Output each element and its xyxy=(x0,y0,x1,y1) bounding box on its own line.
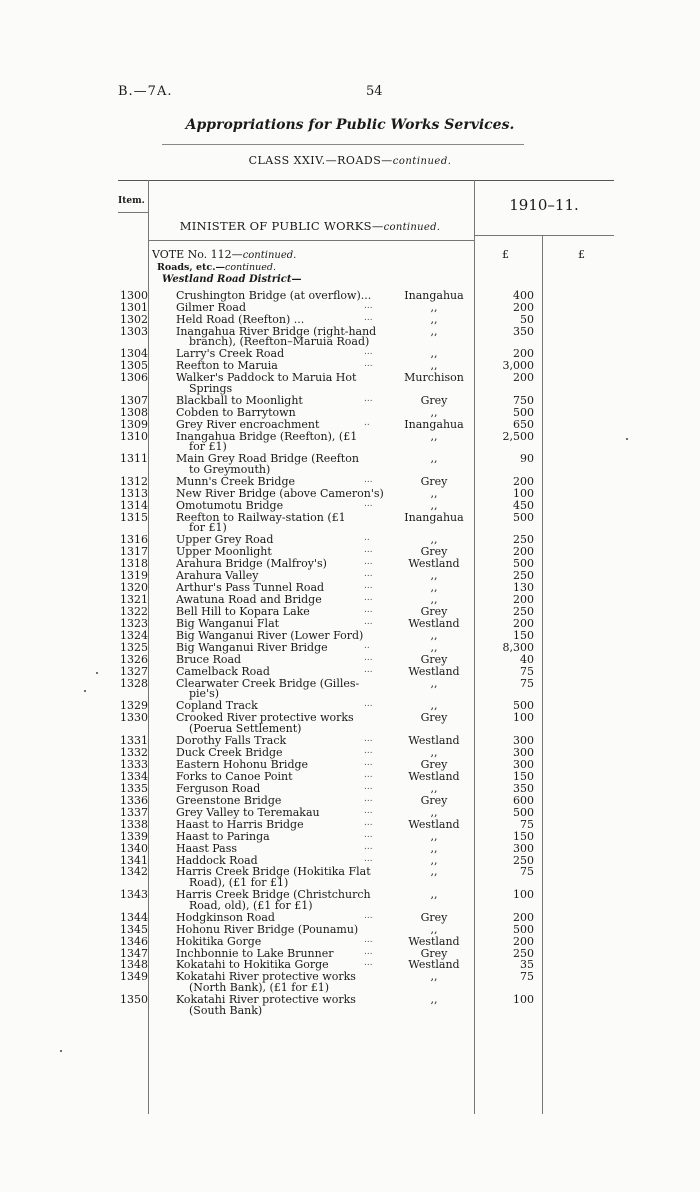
amount: 150 xyxy=(513,629,534,643)
title-rule xyxy=(162,144,524,145)
leader-dots: ... xyxy=(364,347,373,358)
electorate: ,, xyxy=(430,486,438,500)
item-description: pie's) xyxy=(189,687,220,701)
amount: 150 xyxy=(513,769,534,783)
electorate: Grey xyxy=(420,475,448,488)
amount: 250 xyxy=(513,569,534,583)
item-number: 1349 xyxy=(120,970,148,984)
amount: 200 xyxy=(513,910,534,924)
item-description: Hohonu River Bridge (Pounamu) xyxy=(176,922,359,936)
item-number: 1338 xyxy=(120,817,148,831)
amount: 75 xyxy=(520,664,534,678)
item-number: 1330 xyxy=(120,711,148,725)
electorate: ,, xyxy=(430,865,438,879)
item-description: (South Bank) xyxy=(189,1003,263,1017)
item-number: 1306 xyxy=(120,371,148,385)
electorate: Murchison xyxy=(404,371,464,385)
item-number: 1346 xyxy=(120,934,148,948)
ministry-rule xyxy=(148,240,474,241)
margin-mark xyxy=(84,690,86,692)
amount: 500 xyxy=(513,557,534,571)
item-number: 1319 xyxy=(120,569,148,583)
leader-dots: .. xyxy=(364,641,370,651)
item-description: Kokatahi River protective works xyxy=(176,993,356,1006)
amount: 500 xyxy=(513,699,534,713)
item-description: branch), (Reefton–Maruia Road) xyxy=(189,335,370,349)
electorate: ,, xyxy=(430,533,438,547)
item-number: 1320 xyxy=(120,581,148,595)
item-description: Copland Track xyxy=(176,699,258,713)
electorate: Grey xyxy=(420,793,448,807)
amount: 75 xyxy=(520,970,534,984)
subtotal-column-rule xyxy=(542,235,543,1114)
electorate: ,, xyxy=(430,781,438,795)
page-code: B.—7A. xyxy=(118,84,173,99)
amount: 300 xyxy=(513,841,534,855)
item-number: 1322 xyxy=(120,605,148,619)
item-description: Hodgkinson Road xyxy=(176,910,275,924)
item-description: Reefton to Railway-station (£1 xyxy=(176,510,346,524)
leader-dots: ... xyxy=(364,934,373,945)
item-description: Gilmer Road xyxy=(176,300,247,314)
item-number: 1303 xyxy=(120,324,148,338)
item-description: Ferguson Road xyxy=(176,781,261,795)
item-number: 1310 xyxy=(120,429,148,443)
electorate: Grey xyxy=(420,545,448,559)
item-description: Blackball to Moonlight xyxy=(176,393,303,407)
district-heading: Westland Road District— xyxy=(162,274,302,285)
electorate: Inangahua xyxy=(404,510,464,524)
item-number: 1329 xyxy=(120,699,148,713)
item-number: 1332 xyxy=(120,745,148,759)
item-number: 1307 xyxy=(120,393,148,407)
item-number: 1340 xyxy=(120,841,148,855)
item-number: 1316 xyxy=(120,533,148,547)
amount: 350 xyxy=(513,324,534,338)
item-number: 1348 xyxy=(120,958,148,972)
leader-dots: ... xyxy=(364,359,373,370)
electorate: ,, xyxy=(430,922,438,936)
leader-dots: ... xyxy=(364,910,373,921)
electorate: ,, xyxy=(430,593,438,607)
item-description: (Poerua Settlement) xyxy=(189,722,302,736)
item-number: 1301 xyxy=(120,300,148,314)
item-description: Cobden to Barrytown xyxy=(176,405,296,419)
electorate: Westland xyxy=(408,769,460,783)
amount: 3,000 xyxy=(502,359,534,373)
electorate: Westland xyxy=(408,817,460,831)
item-description: Grey Valley to Teremakau xyxy=(176,805,320,819)
item-description: Haast to Harris Bridge xyxy=(176,817,304,831)
item-description: Inangahua Bridge (Reefton), (£1 xyxy=(176,429,358,443)
electorate: ,, xyxy=(430,452,438,466)
item-description: Upper Grey Road xyxy=(176,533,274,547)
item-column-rule xyxy=(148,180,149,1114)
item-description: Haddock Road xyxy=(176,853,258,867)
item-number: 1341 xyxy=(120,853,148,867)
item-number: 1326 xyxy=(120,652,148,666)
item-description: Big Wanganui Flat xyxy=(176,617,280,631)
page-number: 54 xyxy=(366,84,383,99)
page-title: Appropriations for Public Works Services. xyxy=(185,117,515,133)
leader-dots: ... xyxy=(364,605,373,616)
item-number: 1334 xyxy=(120,769,148,783)
electorate: Westland xyxy=(408,958,460,972)
item-number: 1300 xyxy=(120,289,148,302)
item-number: 1315 xyxy=(120,510,148,524)
item-description: Big Wanganui River Bridge xyxy=(176,641,328,654)
amount: 150 xyxy=(513,829,534,843)
item-number: 1343 xyxy=(120,888,148,902)
leader-dots: ... xyxy=(364,829,373,840)
margin-mark xyxy=(96,672,98,674)
electorate: ,, xyxy=(430,745,438,759)
electorate: ,, xyxy=(430,853,438,867)
class-heading-italic: continued. xyxy=(392,156,452,167)
item-number: 1313 xyxy=(120,486,148,500)
item-description: Larry's Creek Road xyxy=(176,347,285,361)
item-number: 1312 xyxy=(120,475,148,488)
amount: 200 xyxy=(513,347,534,361)
item-description: Road, old), (£1 for £1) xyxy=(189,898,313,912)
item-description: Munn's Creek Bridge xyxy=(176,475,295,488)
leader-dots: ... xyxy=(364,557,373,568)
amount: 100 xyxy=(513,888,534,902)
leader-dots: ... xyxy=(364,475,373,485)
year-header-rule xyxy=(474,235,614,236)
class-heading-main: CLASS XXIV.—ROADS— xyxy=(248,154,393,167)
electorate: ,, xyxy=(430,498,438,512)
amount: 250 xyxy=(513,533,534,547)
leader-dots: .. xyxy=(364,533,370,544)
item-description: Bell Hill to Kopara Lake xyxy=(176,605,310,619)
item-number: 1339 xyxy=(120,829,148,843)
electorate: Westland xyxy=(408,557,460,571)
amount: 35 xyxy=(520,958,534,972)
amount: 500 xyxy=(513,510,534,524)
amount: 90 xyxy=(520,452,534,466)
item-description: Arthur's Pass Tunnel Road xyxy=(176,581,325,595)
electorate: Inangahua xyxy=(404,417,464,431)
item-description: New River Bridge (above Cameron's) xyxy=(176,486,384,500)
item-number: 1317 xyxy=(120,545,148,559)
item-description: Held Road (Reefton) ... xyxy=(176,312,305,326)
item-number: 1318 xyxy=(120,557,148,571)
roads-subheading-main: Roads, etc.— xyxy=(157,262,226,273)
item-number: 1347 xyxy=(120,946,148,960)
item-description: Reefton to Maruia xyxy=(176,359,278,373)
item-description: Awatuna Road and Bridge xyxy=(176,593,322,607)
item-number: 1308 xyxy=(120,405,148,419)
item-number: 1324 xyxy=(120,629,148,643)
item-description: Arahura Valley xyxy=(176,569,259,583)
amount: 200 xyxy=(513,475,534,488)
amount: 130 xyxy=(513,581,534,595)
item-number: 1345 xyxy=(120,922,148,936)
item-number: 1328 xyxy=(120,676,148,690)
item-description: for £1) xyxy=(189,521,227,535)
leader-dots: ... xyxy=(364,853,373,864)
electorate: Westland xyxy=(408,664,460,678)
item-number: 1321 xyxy=(120,593,148,607)
vote-heading-main: VOTE No. 112— xyxy=(152,248,243,261)
electorate: ,, xyxy=(430,888,438,902)
item-number: 1314 xyxy=(120,498,148,512)
item-description: Greenstone Bridge xyxy=(176,793,282,807)
class-heading xyxy=(0,154,700,167)
item-number: 1350 xyxy=(120,993,148,1006)
item-description: Crushington Bridge (at overflow)... xyxy=(176,289,372,302)
electorate: ,, xyxy=(430,641,438,654)
item-description: Walker's Paddock to Maruia Hot xyxy=(176,371,357,385)
amount: 75 xyxy=(520,676,534,690)
item-description: Inangahua River Bridge (right-hand xyxy=(176,324,377,338)
amount: 100 xyxy=(513,993,534,1006)
item-description: Bruce Road xyxy=(176,652,242,666)
item-description: Duck Creek Bridge xyxy=(176,745,283,759)
item-number: 1335 xyxy=(120,781,148,795)
amount: 2,500 xyxy=(502,429,534,443)
item-description: Kokatahi River protective works xyxy=(176,970,356,984)
leader-dots: ... xyxy=(364,545,373,556)
electorate: ,, xyxy=(430,841,438,855)
electorate: ,, xyxy=(430,629,438,643)
electorate: ,, xyxy=(430,429,438,443)
leader-dots: ... xyxy=(364,312,373,323)
item-number: 1337 xyxy=(120,805,148,819)
leader-dots: ... xyxy=(364,699,373,710)
item-description: Grey River encroachment xyxy=(176,417,320,431)
electorate: Grey xyxy=(420,652,448,666)
item-number: 1323 xyxy=(120,617,148,631)
electorate: ,, xyxy=(430,324,438,338)
amount: 350 xyxy=(513,781,534,795)
amount: 300 xyxy=(513,734,534,747)
item-description: Eastern Hohonu Bridge xyxy=(176,757,309,771)
electorate: ,, xyxy=(430,347,438,361)
leader-dots: ... xyxy=(364,769,373,780)
leader-dots: ... xyxy=(364,617,373,628)
amount: 250 xyxy=(513,946,534,960)
item-description: Arahura Bridge (Malfroy's) xyxy=(176,557,327,571)
item-number: 1336 xyxy=(120,793,148,807)
ministry-heading xyxy=(150,219,470,233)
item-number: 1333 xyxy=(120,757,148,771)
electorate: Inangahua xyxy=(404,289,464,302)
leader-dots: ... xyxy=(364,569,373,580)
item-header-rule xyxy=(118,212,148,213)
leader-dots: ... xyxy=(364,946,373,957)
electorate: Grey xyxy=(420,946,448,960)
ministry-heading-main: MINISTER OF PUBLIC WORKS— xyxy=(179,219,384,233)
amount: 300 xyxy=(513,757,534,771)
electorate: Westland xyxy=(408,617,460,631)
leader-dots: ... xyxy=(364,805,373,816)
item-description: Omotumotu Bridge xyxy=(176,498,284,512)
item-description: Haast Pass xyxy=(176,841,238,855)
leader-dots: ... xyxy=(364,757,373,768)
amount: 300 xyxy=(513,745,534,759)
item-description: Kokatahi to Hokitika Gorge xyxy=(176,958,329,972)
item-description: Main Grey Road Bridge (Reefton xyxy=(176,452,359,466)
electorate: Grey xyxy=(420,711,448,725)
amount: 50 xyxy=(520,312,534,326)
electorate: ,, xyxy=(430,569,438,583)
item-number: 1304 xyxy=(120,347,148,361)
item-description: Harris Creek Bridge (Hokitika Flat xyxy=(176,865,371,879)
amount: 40 xyxy=(520,652,534,666)
amount: 100 xyxy=(513,486,534,500)
margin-mark xyxy=(60,1050,62,1052)
amount: 250 xyxy=(513,853,534,867)
currency-symbol-left: £ xyxy=(502,248,509,261)
item-description: Upper Moonlight xyxy=(176,545,272,559)
amount: 500 xyxy=(513,922,534,936)
item-number: 1331 xyxy=(120,734,148,747)
amount: 200 xyxy=(513,300,534,314)
electorate: Grey xyxy=(420,910,448,924)
item-description: Crooked River protective works xyxy=(176,711,354,725)
leader-dots: ... xyxy=(364,652,373,663)
electorate: ,, xyxy=(430,699,438,713)
leader-dots: ... xyxy=(364,745,373,756)
amount: 500 xyxy=(513,405,534,419)
electorate: ,, xyxy=(430,805,438,819)
amount: 200 xyxy=(513,617,534,631)
item-description: Harris Creek Bridge (Christchurch xyxy=(176,888,371,902)
item-number: 1325 xyxy=(120,641,148,654)
vote-heading xyxy=(152,248,296,261)
electorate: ,, xyxy=(430,300,438,314)
item-description: Hokitika Gorge xyxy=(176,934,262,948)
electorate: ,, xyxy=(430,676,438,690)
ministry-heading-italic: continued. xyxy=(383,222,441,233)
item-number: 1305 xyxy=(120,359,148,373)
electorate: Grey xyxy=(420,605,448,619)
leader-dots: ... xyxy=(364,664,373,675)
leader-dots: ... xyxy=(364,581,373,592)
amount: 75 xyxy=(520,817,534,831)
electorate: Grey xyxy=(420,393,448,407)
item-description: Inchbonnie to Lake Brunner xyxy=(176,946,334,960)
amount: 750 xyxy=(513,393,534,407)
amount: 8,300 xyxy=(502,641,534,654)
amount: 400 xyxy=(513,289,534,302)
item-number: 1342 xyxy=(120,865,148,879)
item-description: Forks to Canoe Point xyxy=(176,769,293,783)
year-column-rule xyxy=(474,180,475,1114)
item-number: 1327 xyxy=(120,664,148,678)
electorate: ,, xyxy=(430,970,438,984)
electorate: ,, xyxy=(430,829,438,843)
item-number: 1309 xyxy=(120,417,148,431)
leader-dots: ... xyxy=(364,817,373,828)
leader-dots: ... xyxy=(364,498,373,509)
item-number: 1344 xyxy=(120,910,148,924)
electorate: ,, xyxy=(430,405,438,419)
margin-mark xyxy=(626,438,628,440)
amount: 200 xyxy=(513,545,534,559)
leader-dots: ... xyxy=(364,393,373,404)
amount: 100 xyxy=(513,711,534,725)
electorate: ,, xyxy=(430,312,438,326)
electorate: ,, xyxy=(430,581,438,595)
electorate: Grey xyxy=(420,757,448,771)
leader-dots: ... xyxy=(364,781,373,792)
year-column-header: 1910–11. xyxy=(509,196,579,214)
amount: 650 xyxy=(513,417,534,431)
amount: 200 xyxy=(513,371,534,385)
item-description: to Greymouth) xyxy=(189,463,271,477)
leader-dots: ... xyxy=(364,593,373,604)
electorate: Westland xyxy=(408,734,460,747)
amount: 600 xyxy=(513,793,534,807)
item-description: Springs xyxy=(189,381,233,395)
roads-subheading-italic: continued. xyxy=(225,262,277,273)
item-description: Clearwater Creek Bridge (Gilles- xyxy=(176,676,360,690)
item-column-header: Item. xyxy=(118,196,145,206)
leader-dots: ... xyxy=(364,958,373,969)
item-description: Camelback Road xyxy=(176,664,270,678)
item-description: Road), (£1 for £1) xyxy=(189,876,289,890)
leader-dots: ... xyxy=(364,841,373,852)
table-top-rule xyxy=(118,180,614,181)
electorate: Westland xyxy=(408,934,460,948)
currency-symbol-right: £ xyxy=(578,248,585,261)
amount: 500 xyxy=(513,805,534,819)
leader-dots: ... xyxy=(364,734,373,744)
electorate: ,, xyxy=(430,993,438,1006)
electorate: ,, xyxy=(430,359,438,373)
amount: 75 xyxy=(520,865,534,879)
amount: 200 xyxy=(513,934,534,948)
vote-heading-italic: continued. xyxy=(242,250,297,261)
item-number: 1302 xyxy=(120,312,148,326)
amount: 450 xyxy=(513,498,534,512)
leader-dots: ... xyxy=(364,793,373,804)
roads-subheading xyxy=(157,262,276,273)
leader-dots: .. xyxy=(364,417,370,428)
item-number: 1311 xyxy=(120,452,148,466)
item-description: for £1) xyxy=(189,440,227,454)
item-description: (North Bank), (£1 for £1) xyxy=(189,981,329,995)
item-description: Dorothy Falls Track xyxy=(176,734,287,747)
amount: 250 xyxy=(513,605,534,619)
leader-dots: ... xyxy=(364,300,373,311)
item-description: Big Wanganui River (Lower Ford) xyxy=(176,629,364,643)
amount: 200 xyxy=(513,593,534,607)
item-description: Haast to Paringa xyxy=(176,829,270,843)
